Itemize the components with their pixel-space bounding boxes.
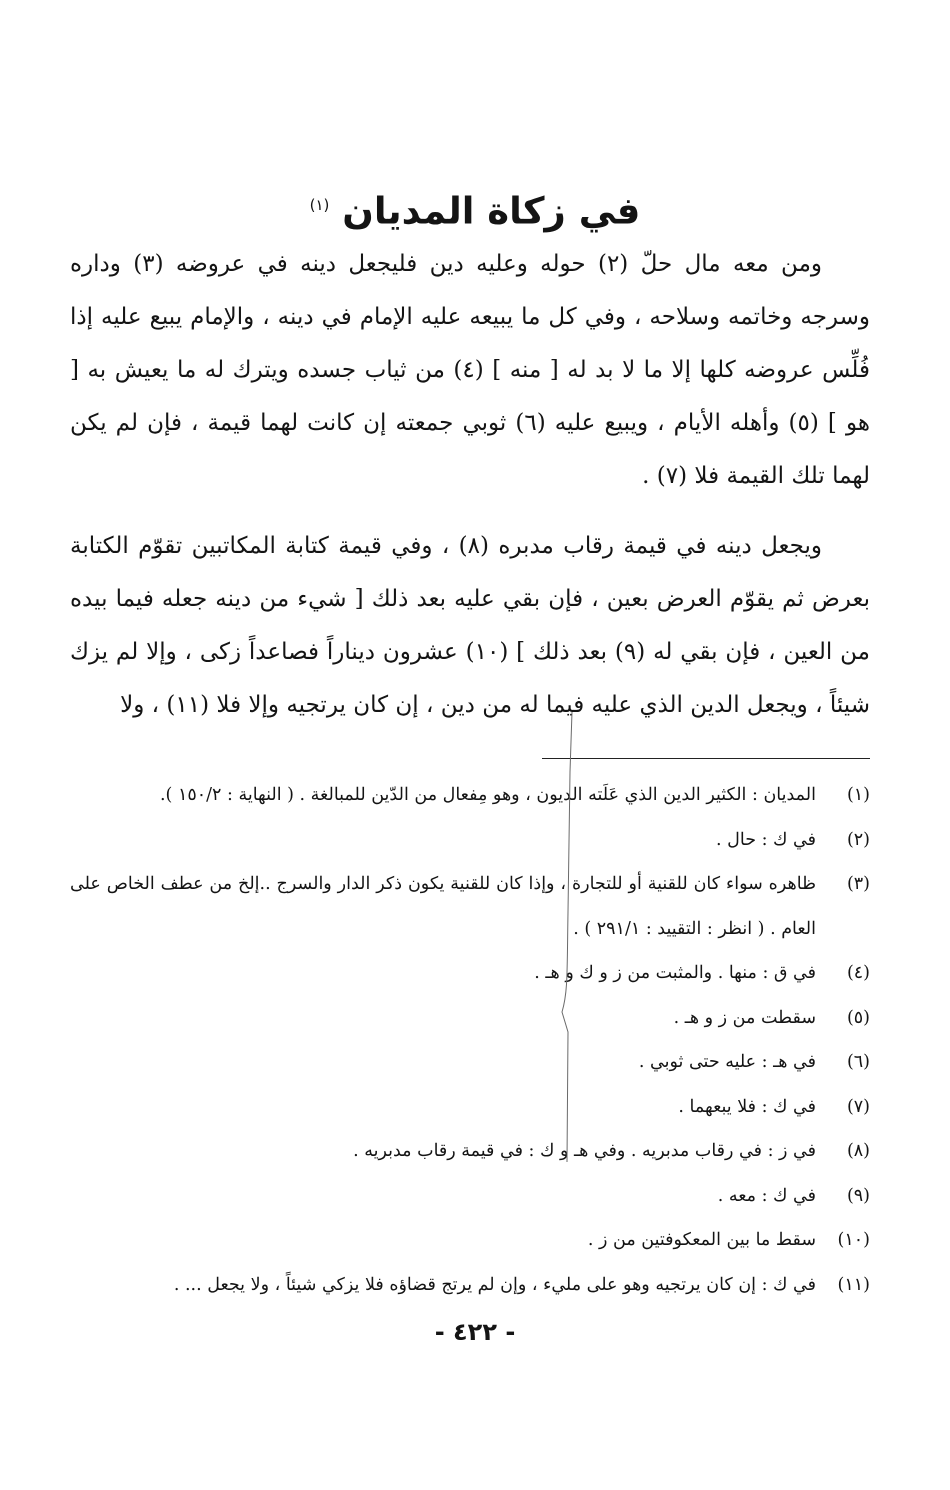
footnote-item xyxy=(70,773,870,818)
footnote-item xyxy=(70,1129,870,1174)
footnote-item xyxy=(70,1040,870,1085)
footnote-number: (٨) xyxy=(846,1141,870,1161)
footnote-number: (١) xyxy=(846,785,870,805)
footnote-text: المديان : الكثير الدين الذي عَلَته الديون ، وهو مِفعال من الدّين للمبالغة . ( النهاية : ١٥٠/٢ ). xyxy=(159,785,816,805)
footnote-separator xyxy=(542,758,870,759)
footnote-text: في ك : معه . xyxy=(717,1185,816,1206)
footnote-text: في ك : حال . xyxy=(716,829,816,850)
title-footnote-ref: (١) xyxy=(309,196,330,214)
footnote-number: (٩) xyxy=(846,1185,870,1206)
footnote-text: ظاهره سواء كان للقنية أو للتجارة ، وإذا كان للقنية يكون ذكر الدار والسرج ..إلخ من عطف الخاص على العام . ( انظر : التقييد : ٢٩١/١ ) . xyxy=(70,874,816,939)
chapter-title xyxy=(0,175,950,241)
footnote-number: (٤) xyxy=(846,963,870,983)
footnote-number: (١٠) xyxy=(837,1230,870,1250)
page-number: - ٤٢٢ - xyxy=(434,1318,516,1346)
paragraph-text: ومن معه مال حلّ (٢) حوله وعليه دين فليجعل دينه في عروضه (٣) وداره وسرجه وخاتمه وسلاحه ، وفي كل ما يبيعه عليه الإمام في دينه ، والإمام يبيع عليه إذا فُلِّس عروضه كلها إلا ما لا بد له [ منه ] (٤) من ثياب جسده ويترك له ما يعيش به [ هو ] (٥) وأهله الأيام ، ويبيع عليه (٦) ثوبي جمعته إن كانت لهما قيمة ، فإن لم يكن لهما تلك القيمة فلا (٧) . xyxy=(70,251,870,489)
footnote-text: سقطت من ز و هـ . xyxy=(673,1007,816,1028)
footnote-item xyxy=(70,951,870,996)
footnotes-list xyxy=(70,773,870,1307)
footnote-item xyxy=(70,1174,870,1219)
footnote-item xyxy=(70,862,870,951)
footnote-item xyxy=(70,1218,870,1263)
footnote-item xyxy=(70,818,870,863)
footnote-text: في ك : فلا يبعهما . xyxy=(678,1096,816,1117)
scan-fold-line xyxy=(548,712,578,1162)
footnote-text: في ك : إن كان يرتجيه وهو على مليء ، وإن لم يرتج قضاؤه فلا يزكي شيئاً ، ولا يجعل ... . xyxy=(173,1274,816,1295)
footnote-item xyxy=(70,1085,870,1130)
footnote-text: في ز : في رقاب مدبريه . وفي هـ و ك : في قيمة رقاب مدبريه . xyxy=(353,1141,816,1161)
chapter-title-text: في زكاة المديان xyxy=(342,189,641,233)
footnote-text: في ق : منها . والمثبت من ز و ك و هـ . xyxy=(534,963,816,983)
footnote-number: (٣) xyxy=(846,874,870,894)
footnote-number: (٢) xyxy=(846,829,870,850)
footnote-item xyxy=(70,1263,870,1308)
body-paragraph-2 xyxy=(70,520,870,732)
paragraph-text: ويجعل دينه في قيمة رقاب مدبره (٨) ، وفي قيمة كتابة المكاتبين تقوّم الكتابة بعرض ثم يقوّم العرض بعين ، فإن بقي عليه بعد ذلك [ شيء من دينه جعله فيما بيده من العين ، فإن بقي له (٩) بعد ذلك ] (١٠) عشرون ديناراً فصاعداً زكى ، وإلا لم يزك شيئاً ، ويجعل الدين الذي عليه فيما له من دين ، إن كان يرتجيه وإلا فلا (١١) ، ولا xyxy=(70,533,870,718)
body-paragraph-1 xyxy=(70,238,870,503)
footnote-number: (١١) xyxy=(837,1274,870,1295)
footnote-number: (٧) xyxy=(846,1096,870,1117)
footnote-text: في هـ : عليه حتى ثوبي . xyxy=(638,1052,816,1072)
footnote-item xyxy=(70,996,870,1041)
footnote-number: (٦) xyxy=(846,1052,870,1072)
footnote-number: (٥) xyxy=(846,1007,870,1028)
footnote-text: سقط ما بين المعكوفتين من ز . xyxy=(587,1230,816,1250)
